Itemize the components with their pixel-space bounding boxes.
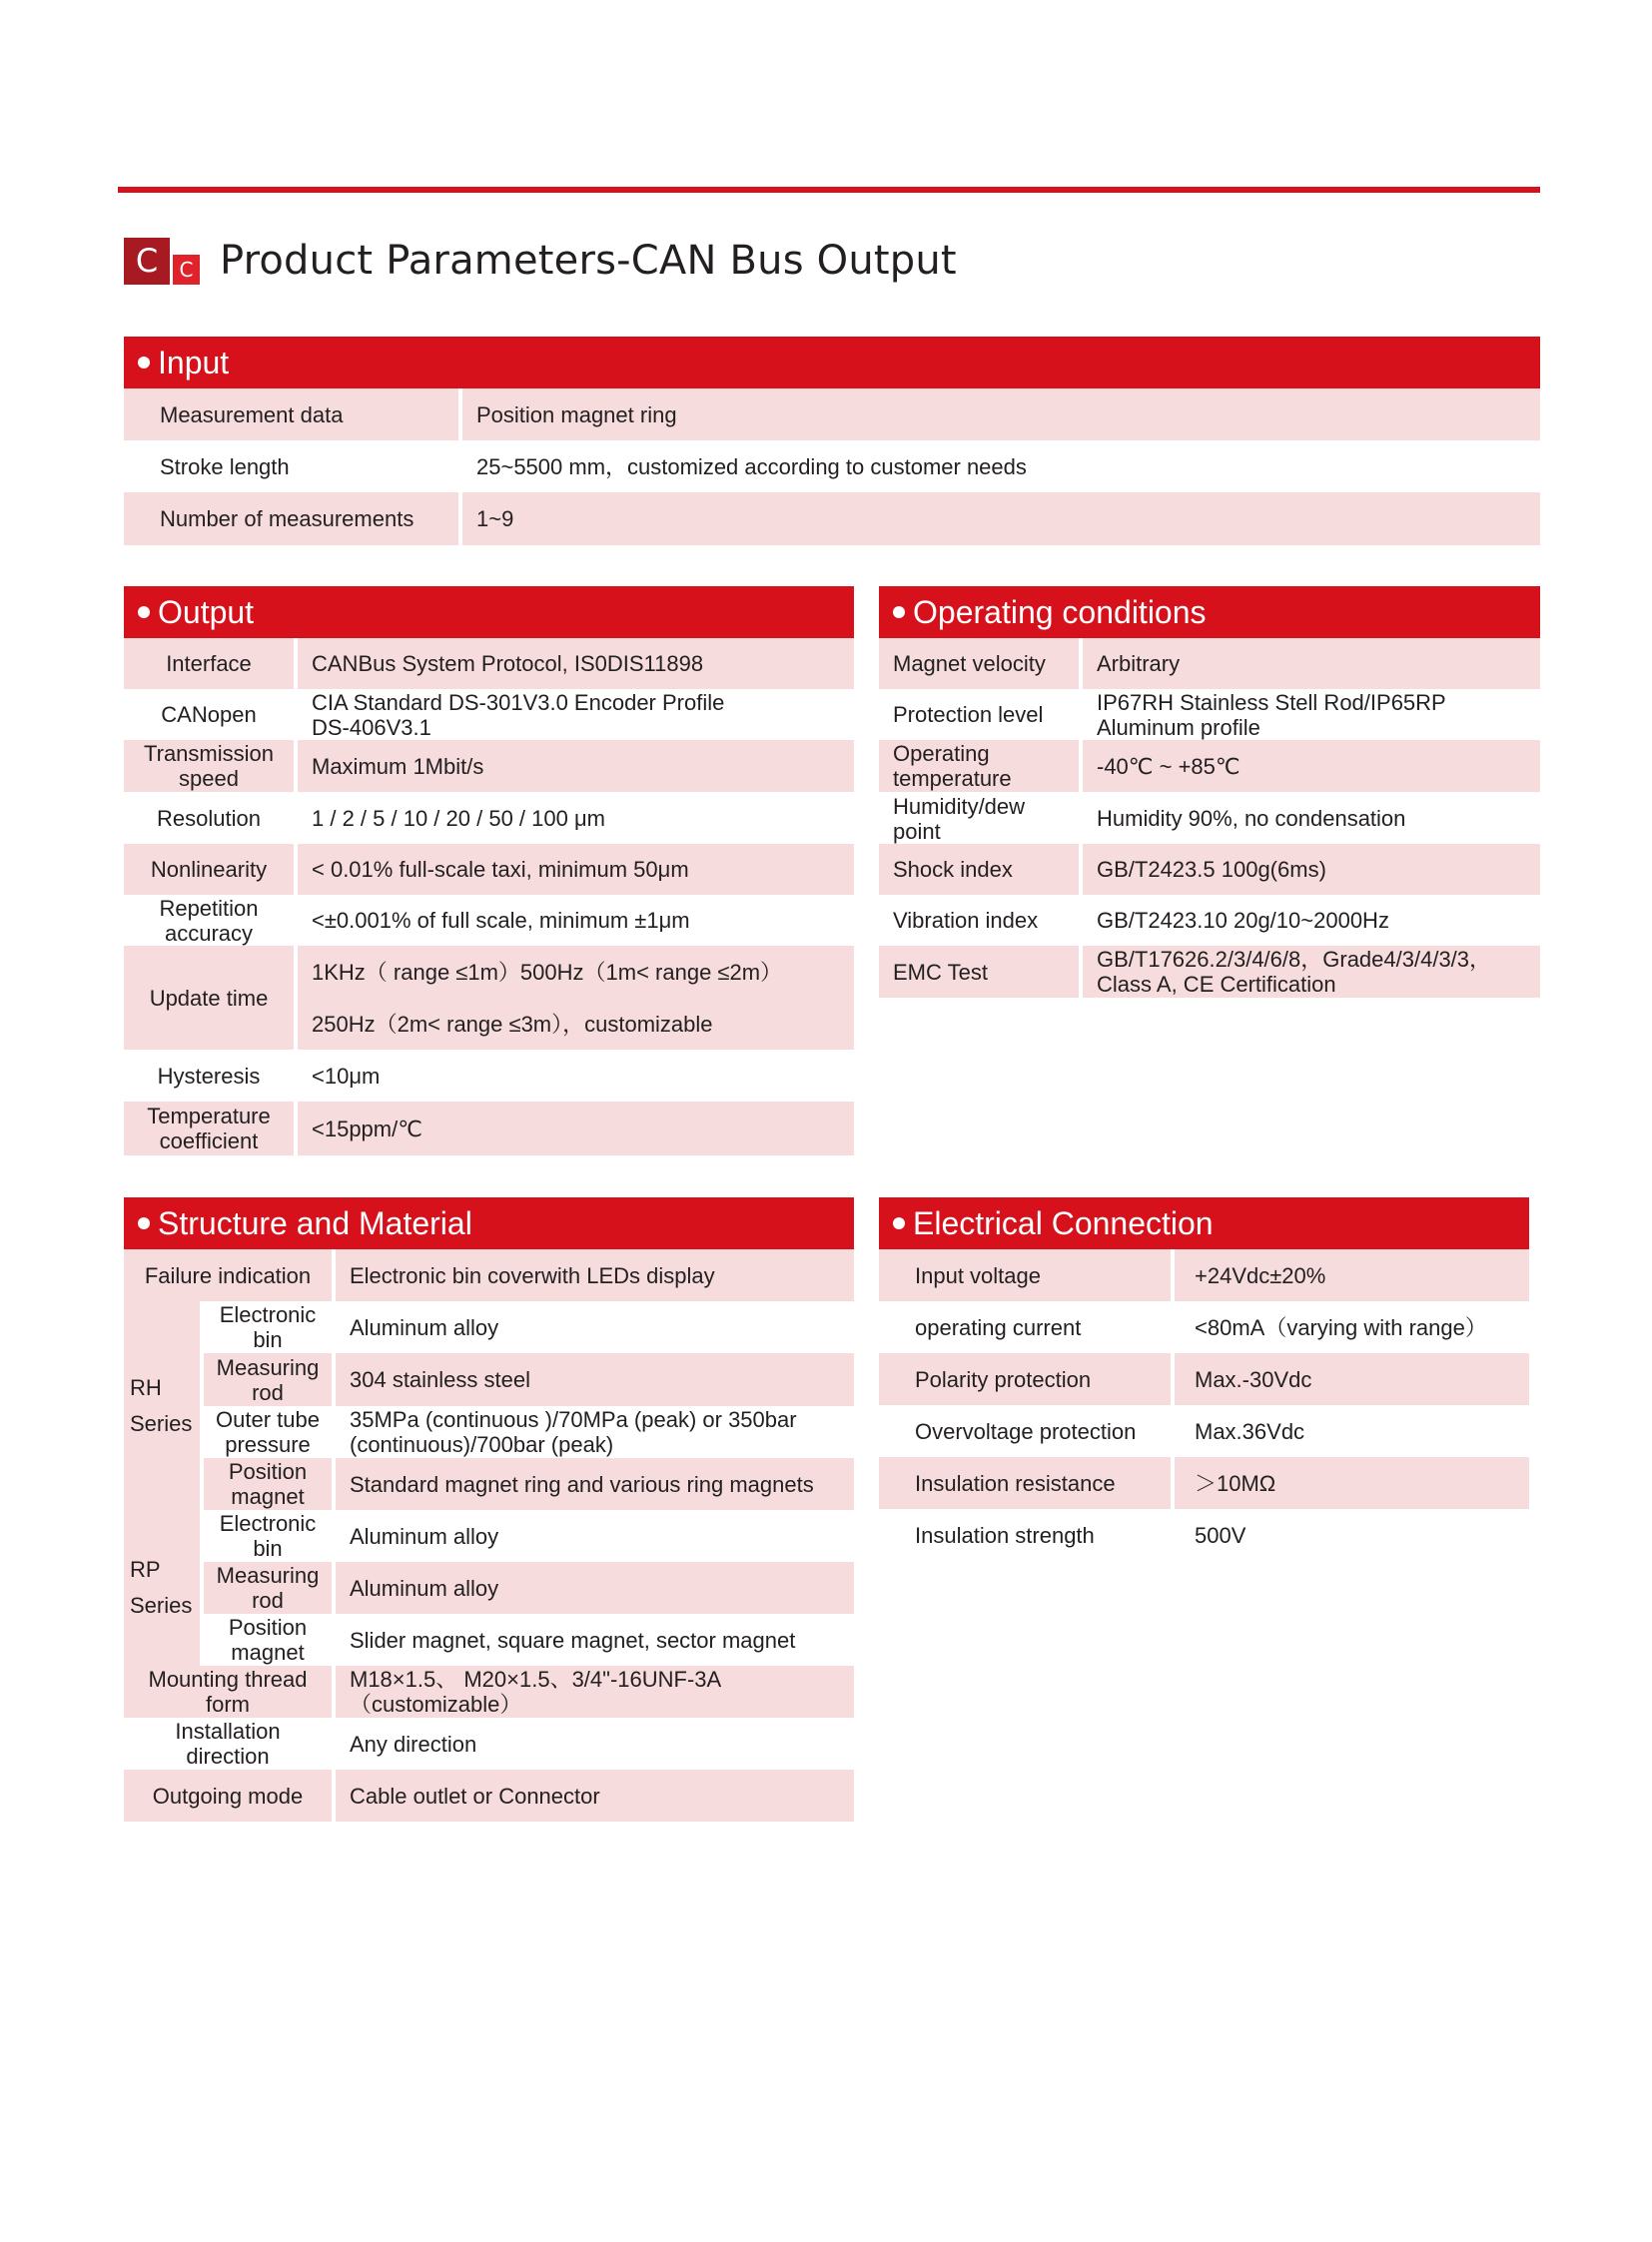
label-line: accuracy: [164, 920, 254, 946]
structure-section: [124, 1197, 854, 1822]
electrical-header: [879, 1197, 1529, 1249]
bullet-icon: [893, 1217, 905, 1229]
label-line: Position: [228, 1615, 308, 1640]
label-line: Mounting thread: [148, 1667, 308, 1692]
table-row: [879, 946, 1540, 998]
label-line: Position: [228, 1459, 308, 1484]
row-label: Resolution: [157, 805, 261, 831]
table-row: [204, 1406, 854, 1458]
row-value: <15ppm/℃: [298, 1102, 854, 1155]
row-value: [1083, 689, 1540, 740]
table-row: [124, 844, 854, 895]
row-value: 500V: [1195, 1522, 1246, 1548]
label-line: Temperature: [147, 1104, 271, 1128]
row-value: Aluminum alloy: [336, 1562, 854, 1614]
row-value: Aluminum alloy: [350, 1523, 499, 1549]
row-label: [124, 1666, 332, 1718]
label-line: Measuring: [216, 1563, 320, 1588]
row-label: EMC Test: [879, 946, 1079, 998]
label-line: bin: [253, 1536, 283, 1561]
output-title: Output: [158, 594, 255, 630]
table-row: [124, 946, 854, 1050]
table-row: [204, 1353, 854, 1406]
operating-title: Operating conditions: [913, 594, 1207, 630]
row-value: GB/T2423.10 20g/10~2000Hz: [1097, 908, 1389, 933]
value-line: Aluminum profile: [1097, 714, 1260, 740]
table-row: [879, 689, 1540, 740]
output-header: [124, 586, 854, 638]
row-label: Hysteresis: [157, 1063, 261, 1089]
table-row: [879, 792, 1540, 844]
value-line: CIA Standard DS-301V3.0 Encoder Profile: [312, 689, 725, 715]
table-row: [124, 492, 1540, 545]
row-value: Max.36Vdc: [1195, 1418, 1305, 1444]
row-label: Protection level: [893, 702, 1044, 727]
row-label: [204, 1614, 332, 1666]
table-row: [204, 1562, 854, 1614]
rh-series-group: [124, 1301, 854, 1510]
table-row: [124, 388, 1540, 440]
bullet-icon: [138, 1217, 150, 1229]
row-label: Polarity protection: [879, 1353, 1171, 1405]
row-value: Maximum 1Mbit/s: [298, 740, 854, 792]
row-value: -40℃ ~ +85℃: [1083, 740, 1540, 792]
row-value: [336, 1406, 854, 1458]
row-label: [204, 1562, 332, 1614]
label-line: Operating: [893, 741, 990, 766]
label-line: temperature: [893, 766, 1012, 791]
table-row: [879, 1509, 1529, 1561]
label-line: direction: [186, 1744, 270, 1769]
value-line: 35MPa (continuous )/70MPa (peak) or 350bar: [350, 1407, 797, 1432]
table-row: [879, 1457, 1529, 1509]
table-row: [124, 792, 854, 844]
row-label: [204, 1353, 332, 1406]
row-value: <10μm: [312, 1063, 381, 1089]
value-line: IP67RH Stainless Stell Rod/IP65RP: [1097, 689, 1446, 715]
input-header: [124, 337, 1540, 388]
row-value: < 0.01% full-scale taxi, minimum 50μm: [298, 844, 854, 895]
row-value: Humidity 90%, no condensation: [1097, 805, 1406, 831]
row-value: [298, 946, 854, 1050]
row-value: Position magnet ring: [462, 388, 1540, 440]
table-row: [879, 740, 1540, 792]
row-label: [204, 1458, 332, 1510]
value-line: 250Hz（2m< range ≤3m），customizable: [312, 1011, 713, 1037]
row-label: CANopen: [161, 702, 257, 727]
value-line: DS-406V3.1: [312, 714, 431, 740]
row-label: [124, 1718, 332, 1770]
row-label: Number of measurements: [124, 492, 458, 545]
row-value: CANBus System Protocol, IS0DIS11898: [298, 638, 854, 689]
label-line: point: [893, 819, 941, 844]
label-line: magnet: [231, 1640, 305, 1665]
label-line: bin: [253, 1327, 283, 1352]
row-label: Insulation strength: [915, 1522, 1095, 1548]
label-line: Electronic: [219, 1511, 317, 1536]
row-value: GB/T2423.5 100g(6ms): [1083, 844, 1540, 895]
row-label: Shock index: [879, 844, 1079, 895]
structure-header: [124, 1197, 854, 1249]
row-label: [204, 1406, 332, 1458]
label-line: form: [206, 1692, 250, 1717]
row-value: [336, 1666, 854, 1718]
row-label: Nonlinearity: [124, 844, 294, 895]
title-row: [124, 236, 957, 286]
series-line: RP: [130, 1557, 161, 1582]
output-section: [124, 586, 854, 1155]
table-row: [124, 440, 1540, 492]
row-value: Aluminum alloy: [350, 1314, 499, 1340]
table-row: [879, 1405, 1529, 1457]
row-label: Failure indication: [124, 1249, 332, 1301]
row-value: Electronic bin coverwith LEDs display: [336, 1249, 854, 1301]
input-section: [124, 337, 1540, 545]
rp-series-label: [124, 1510, 200, 1666]
row-label: Overvoltage protection: [915, 1418, 1137, 1444]
bullet-icon: [893, 606, 905, 618]
row-value: Slider magnet, square magnet, sector magnet: [350, 1627, 796, 1653]
table-row: [124, 1770, 854, 1822]
value-line: (continuous)/700bar (peak): [350, 1432, 614, 1457]
series-line: RH: [130, 1374, 162, 1400]
bullet-icon: [138, 357, 150, 369]
electrical-title: Electrical Connection: [913, 1205, 1214, 1241]
row-value: Max.-30Vdc: [1175, 1353, 1529, 1405]
row-value: [1083, 946, 1540, 998]
row-value: Cable outlet or Connector: [336, 1770, 854, 1822]
row-value: 1~9: [462, 492, 1540, 545]
operating-section: [879, 586, 1540, 998]
table-row: [879, 844, 1540, 895]
label-line: coefficient: [159, 1128, 259, 1153]
table-row: [124, 1102, 854, 1155]
value-line: Class A, CE Certification: [1097, 972, 1336, 997]
input-title: Input: [158, 345, 230, 380]
value-line: 1KHz（ range ≤1m）500Hz（1m< range ≤2m）: [312, 959, 783, 985]
value-line: GB/T17626.2/3/4/6/8，Grade4/3/4/3/3，: [1097, 947, 1492, 972]
electrical-section: [879, 1197, 1529, 1561]
row-label: Interface: [124, 638, 294, 689]
rp-series-group: [124, 1510, 854, 1666]
row-label: [124, 895, 294, 946]
table-row: [204, 1614, 854, 1666]
row-label: [879, 740, 1079, 792]
structure-title: Structure and Material: [158, 1205, 472, 1241]
label-line: speed: [179, 766, 239, 791]
label-line: Measuring: [216, 1354, 320, 1380]
row-label: Outgoing mode: [124, 1770, 332, 1822]
row-label: Input voltage: [879, 1249, 1171, 1301]
row-value: [298, 689, 854, 740]
row-value: Arbitrary: [1083, 638, 1540, 689]
table-row: [124, 1050, 854, 1102]
label-line: rod: [252, 1588, 284, 1613]
row-value: 25~5500 mm，customized according to customer needs: [476, 453, 1027, 479]
table-row: [124, 689, 854, 740]
row-value: Any direction: [350, 1731, 477, 1757]
label-line: pressure: [225, 1432, 311, 1457]
row-label: [124, 1102, 294, 1155]
label-line: Repetition: [159, 895, 259, 921]
table-row: [879, 1301, 1529, 1353]
table-row: [124, 1666, 854, 1718]
table-row: [124, 1718, 854, 1770]
label-line: Humidity/dew: [893, 794, 1026, 819]
table-row: [124, 740, 854, 792]
table-row: [204, 1510, 854, 1562]
row-value: <80mA（varying with range）: [1195, 1314, 1487, 1340]
operating-header: [879, 586, 1540, 638]
row-label: Insulation resistance: [879, 1457, 1171, 1509]
label-line: Installation: [175, 1719, 281, 1744]
brand-logo: [124, 238, 200, 285]
row-label: Stroke length: [160, 453, 290, 479]
label-line: Outer tube: [216, 1407, 320, 1432]
label-line: Transmission: [144, 741, 274, 766]
row-label: [879, 792, 1079, 844]
table-row: [879, 638, 1540, 689]
row-value: 304 stainless steel: [336, 1353, 854, 1406]
row-label: operating current: [915, 1314, 1082, 1340]
value-line: （customizable）: [350, 1692, 522, 1717]
table-row: [879, 895, 1540, 946]
label-line: magnet: [231, 1484, 305, 1509]
row-label: Update time: [124, 946, 294, 1050]
label-line: rod: [252, 1379, 284, 1405]
row-label: Magnet velocity: [879, 638, 1079, 689]
value-line: M18×1.5、 M20×1.5、3/4"-16UNF-3A: [350, 1667, 722, 1692]
row-label: [204, 1301, 332, 1353]
table-row: [124, 895, 854, 946]
row-value: <±0.001% of full scale, minimum ±1μm: [312, 908, 690, 933]
rh-series-label: [124, 1301, 200, 1510]
bullet-icon: [138, 606, 150, 618]
table-row: [204, 1458, 854, 1510]
row-label: Measurement data: [124, 388, 458, 440]
table-row: [204, 1301, 854, 1353]
label-line: Electronic: [219, 1302, 317, 1327]
series-line: Series: [130, 1410, 193, 1436]
logo-big-letter: C: [124, 238, 170, 285]
table-row: [879, 1353, 1529, 1405]
row-label: Vibration index: [893, 908, 1039, 933]
table-row: [124, 1249, 854, 1301]
logo-small-letter: C: [173, 255, 200, 285]
row-label: [204, 1510, 332, 1562]
top-rule: [118, 187, 1540, 193]
row-value: +24Vdc±20%: [1175, 1249, 1529, 1301]
page-title: Product Parameters-CAN Bus Output: [220, 238, 957, 284]
row-label: [124, 740, 294, 792]
table-row: [124, 638, 854, 689]
row-value: 1 / 2 / 5 / 10 / 20 / 50 / 100 μm: [312, 805, 605, 831]
row-value: ＞10MΩ: [1175, 1457, 1529, 1509]
row-value: Standard magnet ring and various ring magnets: [336, 1458, 854, 1510]
table-row: [879, 1249, 1529, 1301]
series-line: Series: [130, 1593, 193, 1618]
